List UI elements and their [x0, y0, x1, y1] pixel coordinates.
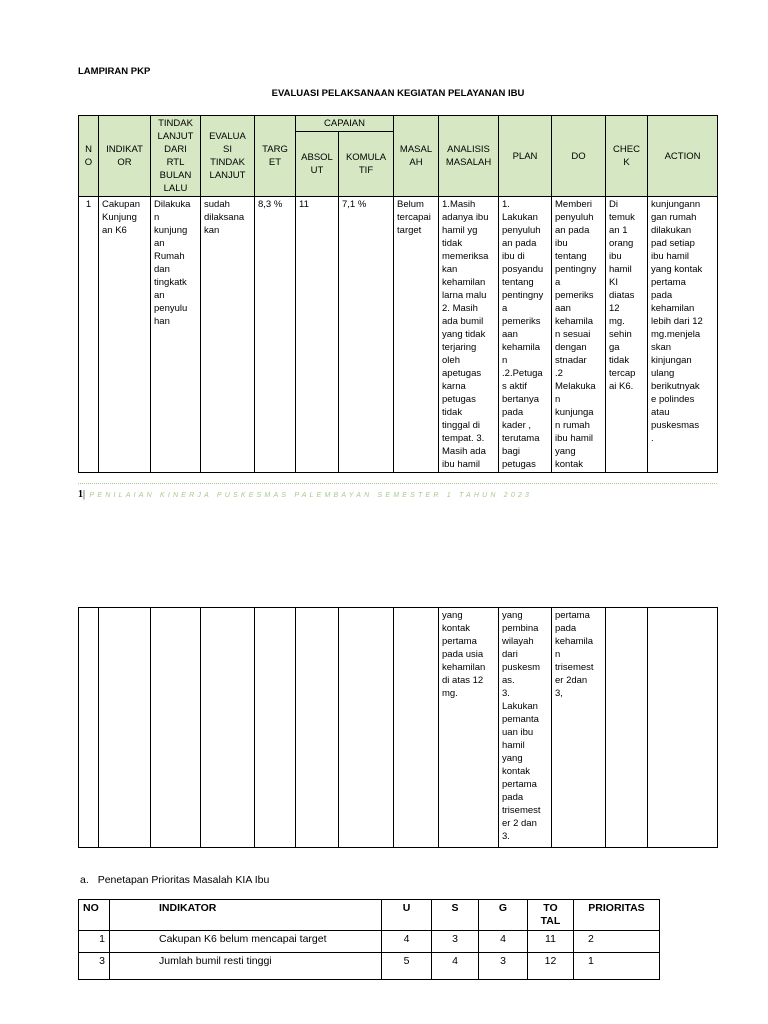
cell-no: 1: [79, 197, 99, 473]
cell-check: Di temuk an 1 orang ibu hamil KI diatas 12 mg. sehin ga tidak tercap ai K6.: [606, 197, 648, 473]
cell-s: 4: [432, 953, 479, 980]
section-title: Penetapan Prioritas Masalah KIA Ibu: [97, 874, 270, 886]
cell-indikator: Cakupan Kunjung an K6: [99, 197, 151, 473]
cell-no: [79, 608, 99, 848]
priority-header-u: U: [382, 900, 432, 931]
table-row: [79, 197, 718, 473]
cell-do: pertama pada kehamila n trisemest er 2dan 3,: [552, 608, 606, 848]
cell-komulatif: 7,1 %: [339, 197, 394, 473]
header-analisis: ANALISIS MASALAH: [439, 116, 499, 197]
cell-no: 3: [79, 953, 110, 980]
priority-header-prioritas: PRIORITAS: [574, 900, 660, 931]
cell-check: [606, 608, 648, 848]
lampiran-label: LAMPIRAN PKP: [78, 66, 151, 77]
footer-text: PENILAIAN KINERJA PUSKESMAS PALEMBAYAN SEMESTER 1 TAHUN 2023: [89, 492, 533, 499]
header-target: TARG ET: [255, 116, 296, 197]
cell-no: 1: [79, 931, 110, 953]
cell-indikator: Cakupan K6 belum mencapai target: [110, 931, 382, 953]
priority-header-g: G: [479, 900, 528, 931]
cell-absolut: [296, 608, 339, 848]
header-tindak-lanjut: TINDAK LANJUT DARI RTL BULAN LALU: [151, 116, 201, 197]
cell-do: Memberi penyuluh an pada ibu tentang pentingny a pemeriks aan kehamila n sesuai dengan stnadar .2 Melakuka n kunjunga n rumah ibu hamil yang kontak: [552, 197, 606, 473]
footer-separator: |: [83, 489, 86, 500]
document-title: EVALUASI PELAKSANAAN KEGIATAN PELAYANAN IBU: [271, 88, 525, 99]
header-action: ACTION: [648, 116, 718, 197]
header-komulatif: KOMULA TIF: [339, 132, 394, 197]
header-evaluasi: EVALUA SI TINDAK LANJUT: [201, 116, 255, 197]
header-indikator: INDIKAT OR: [99, 116, 151, 197]
cell-masalah: Belum tercapai target: [394, 197, 439, 473]
header-capaian: CAPAIAN: [296, 116, 394, 132]
priority-header-total: TO TAL: [528, 900, 574, 931]
table-row: [79, 931, 660, 953]
priority-header-indikator: INDIKATOR: [110, 900, 382, 931]
cell-s: 3: [432, 931, 479, 953]
cell-evaluasi: [201, 608, 255, 848]
cell-plan: yang pembina wilayah dari puskesm as. 3. Lakukan pemanta uan ibu hamil yang kontak pertama pada trisemest er 2 dan 3.: [499, 608, 552, 848]
cell-indikator: Jumlah bumil resti tinggi: [110, 953, 382, 980]
cell-analisis: yang kontak pertama pada usia kehamilan di atas 12 mg.: [439, 608, 499, 848]
table-row: [79, 953, 660, 980]
cell-u: 5: [382, 953, 432, 980]
cell-total: 11: [528, 931, 574, 953]
cell-target: 8,3 %: [255, 197, 296, 473]
cell-prioritas: 1: [574, 953, 660, 980]
header-plan: PLAN: [499, 116, 552, 197]
cell-g: 3: [479, 953, 528, 980]
cell-tindak-lanjut: [151, 608, 201, 848]
footer-divider: [78, 483, 717, 484]
header-check: CHEC K: [606, 116, 648, 197]
header-do: DO: [552, 116, 606, 197]
cell-komulatif: [339, 608, 394, 848]
cell-absolut: 11: [296, 197, 339, 473]
header-no: N O: [79, 116, 99, 197]
cell-tindak-lanjut: Dilakuka n kunjung an Rumah dan tingkatk an penyulu han: [151, 197, 201, 473]
table-row: [79, 608, 718, 848]
cell-evaluasi: sudah dilaksana kan: [201, 197, 255, 473]
cell-total: 12: [528, 953, 574, 980]
cell-prioritas: 2: [574, 931, 660, 953]
header-absolut: ABSOL UT: [296, 132, 339, 197]
cell-target: [255, 608, 296, 848]
cell-masalah: [394, 608, 439, 848]
evaluation-table-continued: [78, 607, 718, 848]
priority-header-s: S: [432, 900, 479, 931]
cell-indikator: [99, 608, 151, 848]
evaluation-table: [78, 115, 718, 473]
priority-header-no: NO: [79, 900, 110, 931]
cell-plan: 1. Lakukan penyuluh an pada ibu di posyandu tentang pentingny a pemeriks aan kehamila n .2.Petuga s aktif bertanya pada kader , terutama bagi petugas: [499, 197, 552, 473]
cell-action: kunjungann gan rumah dilakukan pad setiap ibu hamil yang kontak pertama pada kehamilan lebih dari 12 mg.menjela skan kinjungan ulang berikutnyak e polindes atau puskesmas .: [648, 197, 718, 473]
cell-action: [648, 608, 718, 848]
header-masalah: MASAL AH: [394, 116, 439, 197]
priority-table: [78, 899, 660, 980]
section-heading: [80, 874, 269, 886]
page-footer: [78, 484, 717, 502]
cell-g: 4: [479, 931, 528, 953]
page-number: 1: [78, 489, 83, 500]
section-marker: a.: [80, 874, 89, 886]
cell-analisis: 1.Masih adanya ibu hamil yg tidak memeriksa kan kehamilan larna malu 2. Masih ada bumil yang tidak terjaring oleh apetugas karna petugas tidak tinggal di tempat. 3. Masih ada ibu hamil: [439, 197, 499, 473]
cell-u: 4: [382, 931, 432, 953]
priority-header-row: [79, 900, 660, 931]
